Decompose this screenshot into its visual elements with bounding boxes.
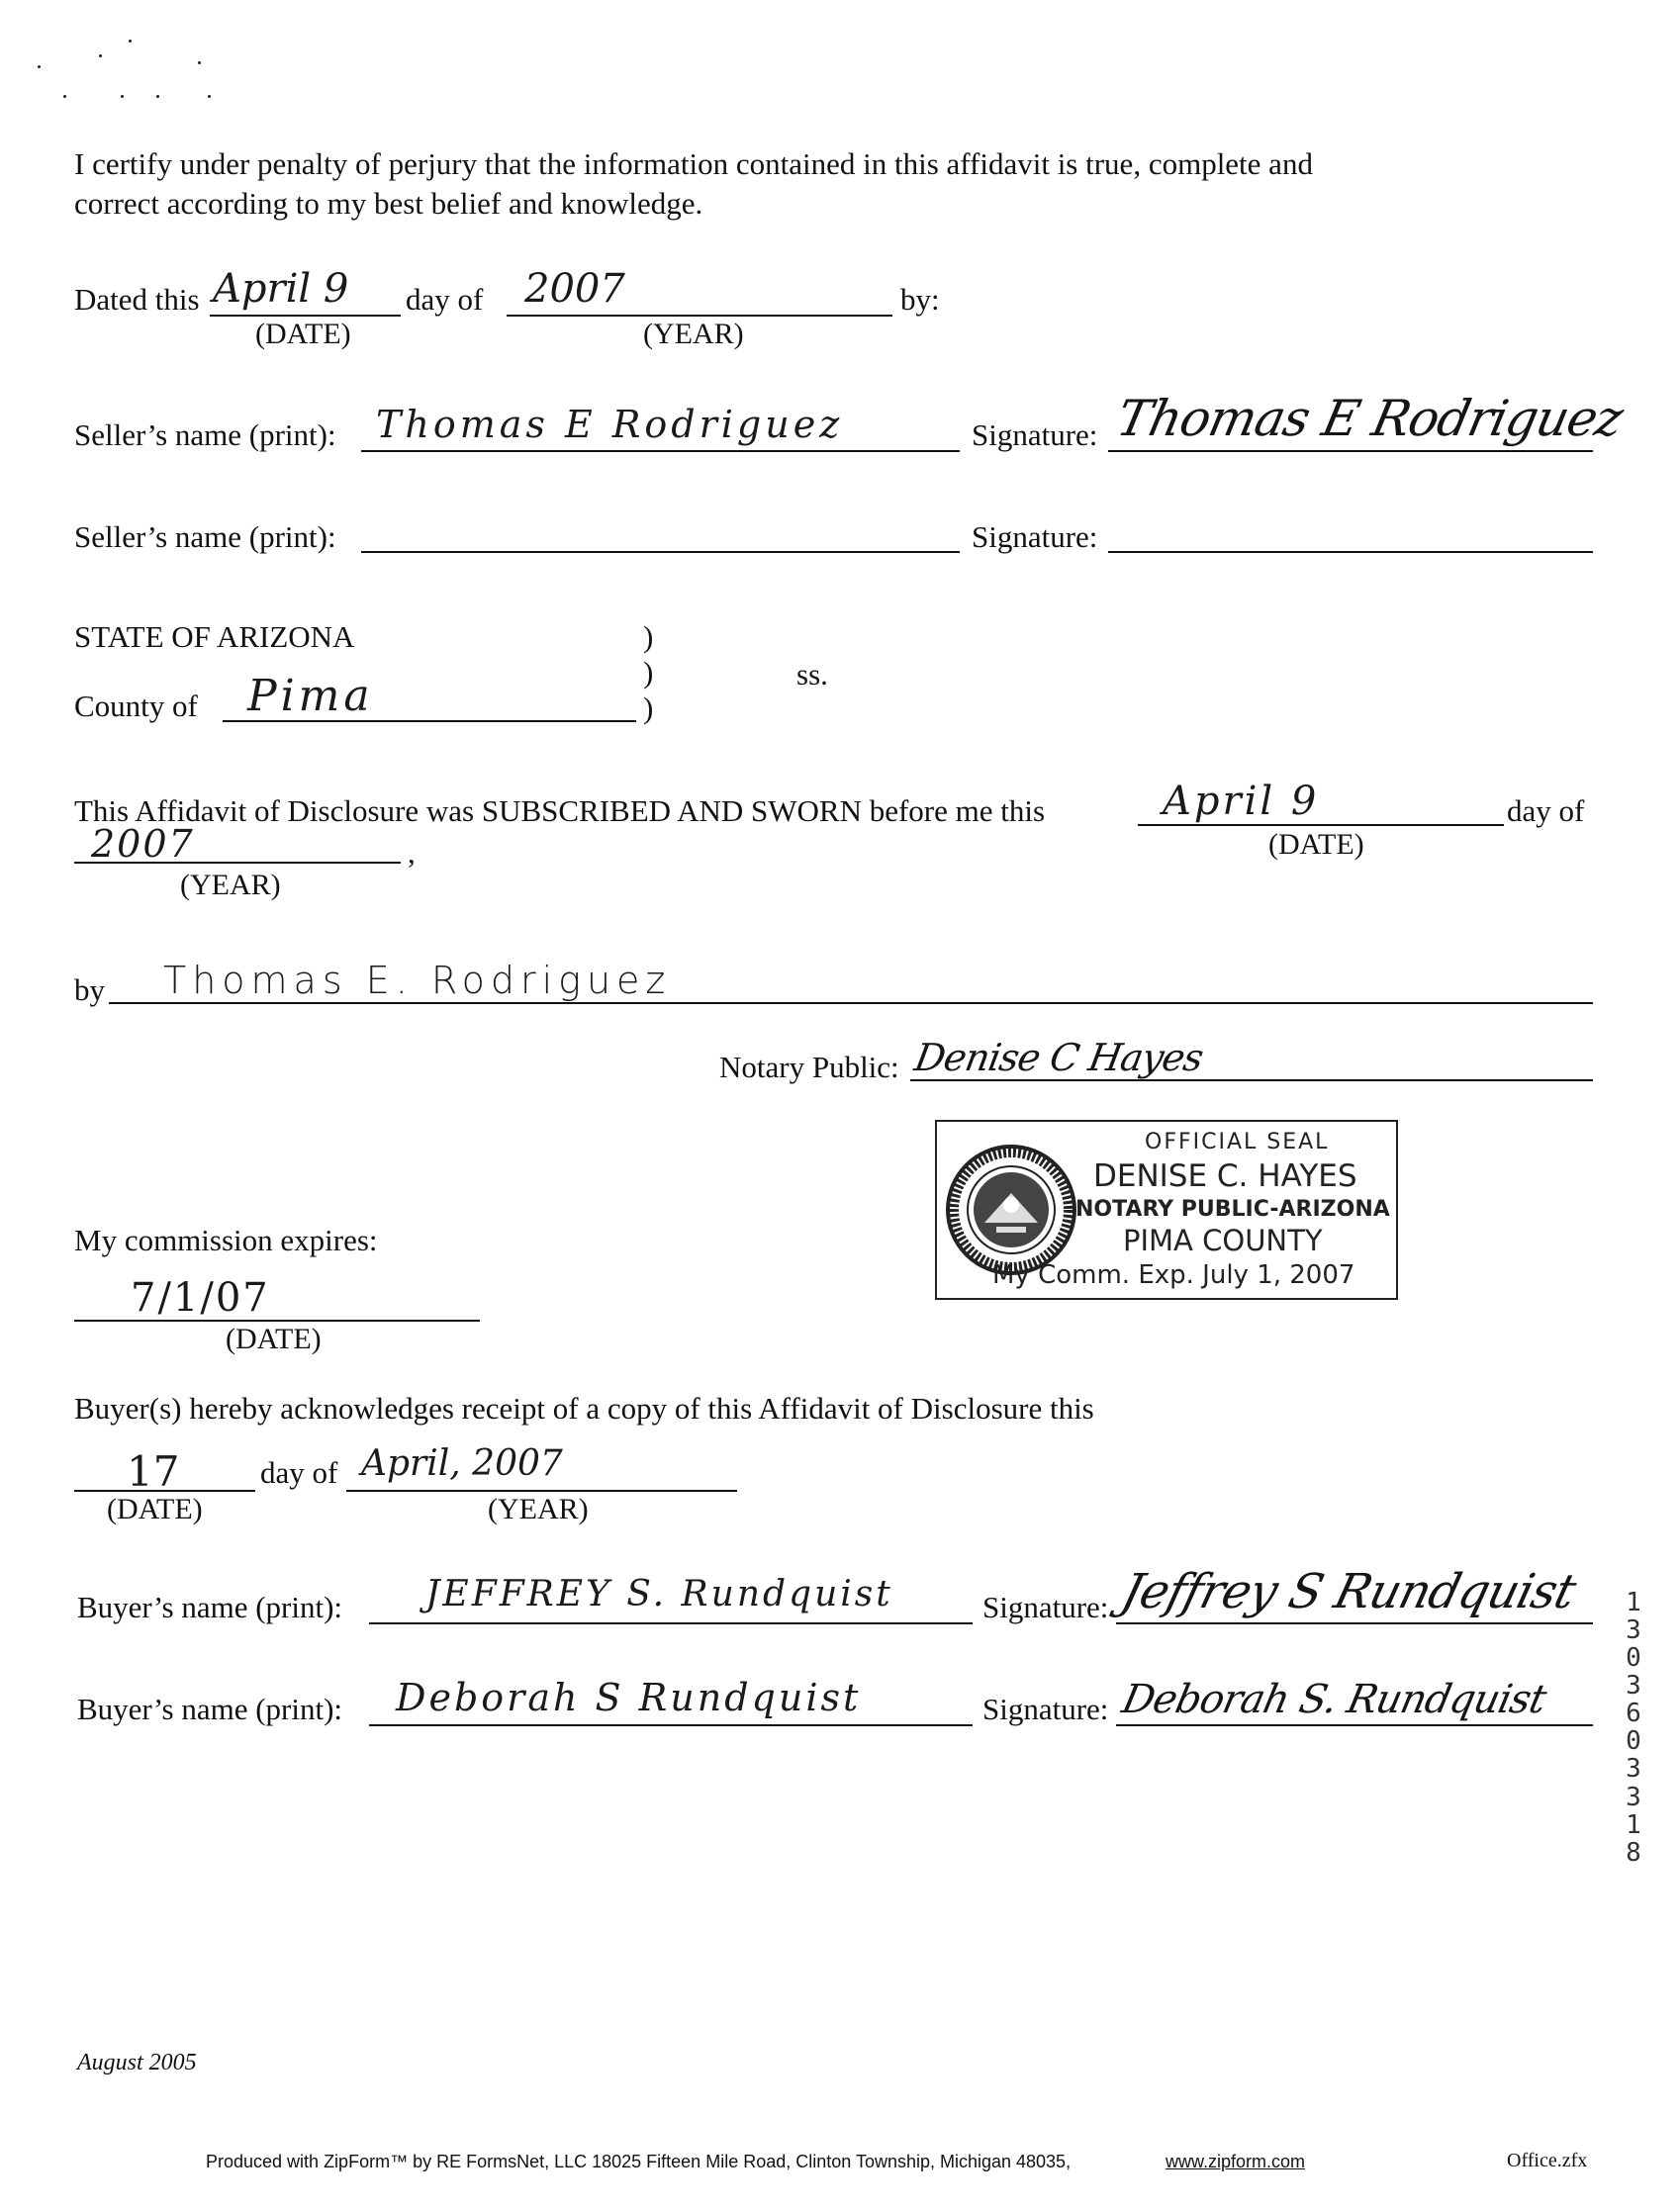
seal-line-5: My Comm. Exp. July 1, 2007 xyxy=(992,1260,1355,1290)
buyer-2-signature-value: Deborah S. Rundquist xyxy=(1118,1677,1550,1722)
seller-2-name-line xyxy=(361,551,960,553)
sworn-date-caption: (DATE) xyxy=(1268,828,1364,861)
venue-county-label: County of xyxy=(74,689,198,723)
scan-speck xyxy=(38,65,41,68)
dated-date-line xyxy=(210,315,401,317)
seller-1-name-value: Thomas E Rodriguez xyxy=(376,403,844,446)
buyer-2-signature-line xyxy=(1116,1724,1593,1726)
sworn-by-value: Thomas E. Rodriguez xyxy=(163,959,672,1002)
seller-1-signature-label: Signature: xyxy=(972,417,1098,452)
venue-paren-1: ) xyxy=(643,619,654,654)
sworn-year-line xyxy=(74,862,401,864)
commission-label: My commission expires: xyxy=(74,1223,378,1257)
buyer-2-name-line xyxy=(369,1724,973,1726)
commission-value: 7/1/07 xyxy=(131,1275,270,1321)
side-digit: 3 xyxy=(1626,1782,1641,1812)
side-digit: 3 xyxy=(1626,1671,1641,1702)
dated-year-caption: (YEAR) xyxy=(643,318,744,350)
side-document-number xyxy=(1619,1589,1648,1867)
sworn-date-line xyxy=(1138,824,1504,826)
state-seal-emblem-icon xyxy=(945,1144,1077,1276)
scan-speck xyxy=(121,95,124,98)
dated-prefix: Dated this xyxy=(74,282,200,317)
seller-2-name-label: Seller’s name (print): xyxy=(74,519,336,554)
notary-seal xyxy=(935,1120,1398,1300)
buyer-ack-day-of: day of xyxy=(260,1455,338,1490)
certification-line-2: correct according to my best belief and knowledge. xyxy=(74,186,703,221)
sworn-day-of: day of xyxy=(1507,793,1585,828)
buyer-ack-year-value: April, 2007 xyxy=(361,1443,563,1484)
buyer-2-signature-label: Signature: xyxy=(982,1692,1109,1726)
dated-date-value: April 9 xyxy=(213,266,349,312)
seller-2-signature-line xyxy=(1108,551,1593,553)
side-digit: 3 xyxy=(1626,1615,1641,1646)
dated-date-caption: (DATE) xyxy=(255,318,351,350)
seller-1-signature-line xyxy=(1108,450,1593,452)
notary-signature-value: Denise C Hayes xyxy=(911,1036,1206,1079)
buyer-ack-text: Buyer(s) hereby acknowledges receipt of a copy of this Affidavit of Disclosure this xyxy=(74,1391,1094,1426)
side-digit: 1 xyxy=(1626,1588,1641,1617)
venue-paren-2: ) xyxy=(643,655,654,690)
venue-county-line xyxy=(223,720,636,722)
notary-label: Notary Public: xyxy=(719,1050,899,1084)
footer-produced-by: Produced with ZipForm™ by RE FormsNet, LLC 18025 Fifteen Mile Road, Clinton Township, Michigan 48035, xyxy=(206,2152,1072,2171)
sworn-year-value: 2007 xyxy=(91,822,195,866)
scan-speck xyxy=(198,61,201,64)
dated-middle: day of xyxy=(406,282,484,317)
seller-1-name-line xyxy=(361,450,960,452)
form-date: August 2005 xyxy=(77,2050,197,2075)
seal-line-3: NOTARY PUBLIC-ARIZONA xyxy=(1075,1197,1390,1222)
side-digit: 0 xyxy=(1626,1643,1641,1674)
buyer-1-name-value: JEFFREY S. Rundquist xyxy=(425,1574,893,1614)
scan-speck xyxy=(99,54,102,57)
sworn-by-label: by xyxy=(74,972,105,1007)
dated-year-line xyxy=(507,315,892,317)
buyer-1-name-label: Buyer’s name (print): xyxy=(77,1590,343,1624)
side-digit: 6 xyxy=(1626,1699,1641,1729)
seller-2-signature-label: Signature: xyxy=(972,519,1098,554)
notary-signature-line xyxy=(910,1079,1593,1081)
side-digit: 8 xyxy=(1626,1837,1641,1868)
dated-year-value: 2007 xyxy=(524,266,625,312)
commission-caption: (DATE) xyxy=(226,1323,322,1355)
buyer-ack-date-line xyxy=(74,1490,255,1492)
scan-speck xyxy=(129,40,132,43)
certification-line-1: I certify under penalty of perjury that the information contained in this affidavit is true, complete and xyxy=(74,146,1313,181)
sworn-by-line xyxy=(109,1002,1593,1004)
buyer-1-signature-label: Signature: xyxy=(982,1590,1109,1624)
venue-state: STATE OF ARIZONA xyxy=(74,619,355,654)
commission-line xyxy=(74,1320,480,1322)
seal-line-2: DENISE C. HAYES xyxy=(1093,1158,1357,1194)
venue-county-value: Pima xyxy=(247,671,374,721)
scan-speck xyxy=(63,95,66,98)
footer-url-link[interactable]: www.zipform.com xyxy=(1166,2152,1306,2171)
sworn-text: This Affidavit of Disclosure was SUBSCRIBED AND SWORN before me this xyxy=(74,793,1046,828)
buyer-ack-year-line xyxy=(346,1490,737,1492)
sworn-date-value: April 9 xyxy=(1163,779,1320,824)
sworn-comma: , xyxy=(408,835,416,870)
seller-1-name-label: Seller’s name (print): xyxy=(74,417,336,452)
venue-paren-3: ) xyxy=(643,691,654,725)
buyer-ack-date-caption: (DATE) xyxy=(107,1493,203,1525)
venue-ss: ss. xyxy=(796,657,828,691)
buyer-ack-date-value: 17 xyxy=(127,1447,180,1496)
buyer-2-name-label: Buyer’s name (print): xyxy=(77,1692,343,1726)
buyer-2-name-value: Deborah S Rundquist xyxy=(396,1676,862,1719)
seller-1-signature-value: Thomas E Rodriguez xyxy=(1111,390,1628,447)
footer-file-name: Office.zfx xyxy=(1507,2150,1588,2171)
buyer-1-signature-value: Jeffrey S Rundquist xyxy=(1116,1564,1581,1619)
seal-line-1: OFFICIAL SEAL xyxy=(1145,1130,1330,1154)
dated-suffix: by: xyxy=(900,282,940,317)
sworn-year-caption: (YEAR) xyxy=(180,869,281,901)
side-digit: 1 xyxy=(1626,1809,1641,1840)
side-digit: 3 xyxy=(1626,1754,1641,1785)
seal-line-4: PIMA COUNTY xyxy=(1123,1224,1323,1257)
side-digit: 0 xyxy=(1626,1726,1641,1757)
scan-speck xyxy=(208,95,211,98)
buyer-1-signature-line xyxy=(1116,1622,1593,1624)
scan-speck xyxy=(156,95,159,98)
buyer-1-name-line xyxy=(369,1622,973,1624)
buyer-ack-year-caption: (YEAR) xyxy=(488,1493,589,1525)
